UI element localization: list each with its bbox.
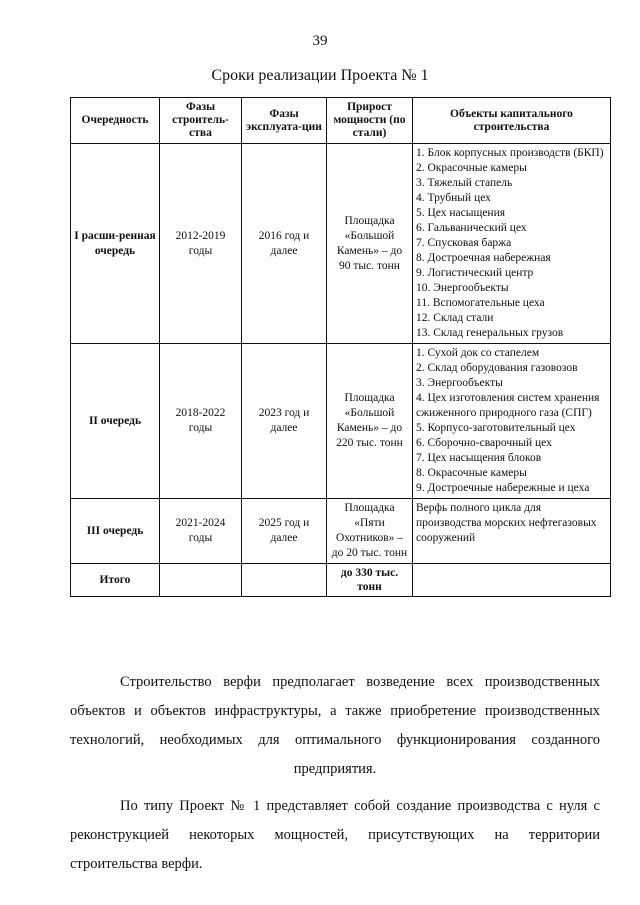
list-item: 9. Логистический центр (416, 267, 534, 279)
implementation-schedule-table (70, 97, 611, 597)
objects-list (416, 346, 607, 496)
list-item: 7. Цех насыщения блоков (416, 452, 542, 464)
total-capacity: до 330 тыс. тонн (327, 564, 413, 597)
list-item: 13. Склад генеральных грузов (416, 327, 564, 339)
phase-cell: III очередь (71, 499, 160, 564)
body-text (70, 668, 600, 879)
header-operation-phases: Фазы эксплуата-ции (242, 98, 327, 144)
total-empty-cell (413, 564, 611, 597)
table-row (71, 499, 611, 564)
objects-cell (413, 344, 611, 499)
page-title: Сроки реализации Проекта № 1 (211, 67, 429, 84)
total-row (71, 564, 611, 597)
list-item: 3. Тяжелый стапель (416, 177, 513, 189)
table-row (71, 144, 611, 344)
total-label: Итого (71, 564, 160, 597)
header-capacity-growth: Прирост мощности (по стали) (327, 98, 413, 144)
list-item: 1. Сухой док со стапелем (416, 347, 540, 359)
page-number: 39 (312, 33, 328, 49)
construction-period-cell: 2021-2024 годы (160, 499, 242, 564)
objects-list (416, 501, 607, 546)
paragraph: По типу Проект № 1 представляет собой создание производства с нуля с реконструкцией некоторых мощностей, присутствующих на территории строительства верфи. (70, 798, 600, 872)
capacity-cell: Площадка «Пяти Охотников» – до 20 тыс. тонн (327, 499, 413, 564)
list-item: 6. Сборочно-сварочный цех (416, 437, 552, 449)
header-capital-objects: Объекты капитального строительства (413, 98, 611, 144)
operation-period-cell: 2023 год и далее (242, 344, 327, 499)
table-row (71, 344, 611, 499)
construction-period-cell: 2012-2019 годы (160, 144, 242, 344)
capacity-cell: Площадка «Большой Камень» – до 220 тыс. тонн (327, 344, 413, 499)
capacity-cell: Площадка «Большой Камень» – до 90 тыс. тонн (327, 144, 413, 344)
list-item: 3. Энергообъекты (416, 377, 503, 389)
total-empty-cell (160, 564, 242, 597)
objects-list (416, 146, 607, 341)
phase-cell: II очередь (71, 344, 160, 499)
phase-cell: I расши-ренная очередь (71, 144, 160, 344)
list-item: 9. Достроечные набережные и цеха (416, 482, 590, 494)
list-item: 8. Достроечная набережная (416, 252, 551, 264)
list-item: 2. Склад оборудования газовозов (416, 362, 578, 374)
construction-period-cell: 2018-2022 годы (160, 344, 242, 499)
operation-period-cell: 2016 год и далее (242, 144, 327, 344)
list-item: 12. Склад стали (416, 312, 494, 324)
list-item: 1. Блок корпусных производств (БКП) (416, 147, 604, 159)
operation-period-cell: 2025 год и далее (242, 499, 327, 564)
list-item: 8. Окрасочные камеры (416, 467, 527, 479)
list-item: 2. Окрасочные камеры (416, 162, 527, 174)
table-header-row (71, 98, 611, 144)
paragraph: Строительство верфи предполагает возведение всех производственных объектов и объектов инфраструктуры, а также приобретение производственных технологий, необходимых для оптимального функционирования созданного предприятия. (70, 674, 600, 777)
list-item: 5. Цех насыщения (416, 207, 506, 219)
list-item: 4. Трубный цех (416, 192, 491, 204)
list-item: 4. Цех изготовления систем хранения сжиженного природного газа (СПГ) (416, 392, 600, 419)
header-construction-phases: Фазы строитель-ства (160, 98, 242, 144)
list-item: 10. Энергообъекты (416, 282, 509, 294)
list-item: 5. Корпусо-заготовительный цех (416, 422, 576, 434)
list-item: 7. Спусковая баржа (416, 237, 512, 249)
objects-cell (413, 499, 611, 564)
objects-cell (413, 144, 611, 344)
list-item: Верфь полного цикла для производства морских нефтегазовых сооружений (416, 502, 597, 544)
header-phase: Очередность (71, 98, 160, 144)
list-item: 6. Гальванический цех (416, 222, 527, 234)
total-empty-cell (242, 564, 327, 597)
list-item: 11. Вспомогательные цеха (416, 297, 545, 309)
